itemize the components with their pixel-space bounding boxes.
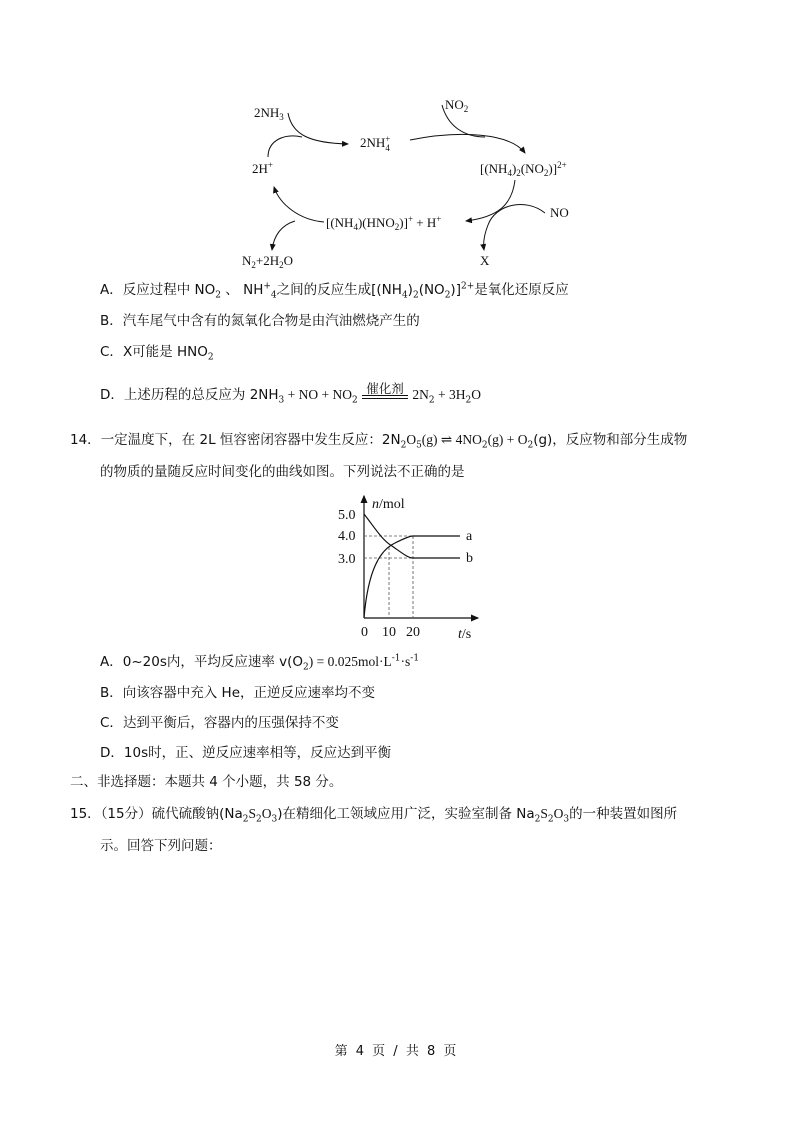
q14-option-a: A．0~20s内，平均反应速率 $v(O_2) = 0.025mol\cdot L^{-1}\cdot s^{-1}$ xyxy=(100,653,420,673)
question-number: 14． xyxy=(70,432,101,448)
curve-a xyxy=(364,536,460,618)
q14-stem-line1: 14．一定温度下，在 2L 恒容密闭容器中发生反应：$2N_2O_5(g)$ ⇌ $4NO_2(g) + O_2(g)$，反应物和部分生成物 xyxy=(70,432,688,451)
y-axis-label: n/mol xyxy=(372,497,405,512)
arrow-to-products xyxy=(272,221,295,250)
arrow-h-join xyxy=(268,136,302,157)
q14-option-d: D．10s时，正、逆反应速率相等，反应达到平衡 xyxy=(100,745,392,761)
q13-option-b: B．汽车尾气中含有的氮氧化合物是由汽油燃烧产生的 xyxy=(100,313,420,329)
node-no: NO xyxy=(550,205,569,220)
series-label-a: a xyxy=(466,529,473,544)
q15-stem-line2: 示。回答下列问题： xyxy=(100,838,222,854)
q14-option-b: B．向该容器中充入 He，正逆反应速率均不变 xyxy=(100,685,376,701)
arrow-nh4-to-complex xyxy=(410,134,525,153)
arrow-complex2-to-h xyxy=(274,187,324,222)
section-heading: 二、非选择题：本题共 4 个小题，共 58 分。 xyxy=(70,774,343,790)
arrow-complex-to-complex2 xyxy=(466,180,515,221)
node-2nh3: $2NH_3$ xyxy=(254,105,284,122)
y-tick-5: 5.0 xyxy=(338,508,356,523)
node-complex-plus: $[(NH_4)(HNO_2)]^+ + H^+$ xyxy=(326,214,442,232)
page-footer: 第 4 页 / 共 8 页 xyxy=(334,1044,459,1059)
node-2nh4: 2NH+ 4 xyxy=(360,134,391,153)
arrow-no-to-x xyxy=(484,204,545,250)
node-x: X xyxy=(480,253,490,268)
reaction-cycle-diagram xyxy=(240,85,590,275)
q14-stem-line2: 的物质的量随反应时间变化的曲线如图。下列说法不正确的是 xyxy=(100,464,465,480)
catalyst-label: 催化剂 xyxy=(366,381,404,396)
arrow-nh3-to-nh4 xyxy=(288,113,348,144)
q13-option-d: D．上述历程的总反应为 $2NH_3$ + NO + $NO_2$ 催化剂 $2N_2 + 3H_2O$ xyxy=(100,381,481,406)
x-axis-label: t/s xyxy=(458,627,472,642)
y-tick-3: 3.0 xyxy=(338,552,356,567)
series-label-b: b xyxy=(466,551,473,566)
q13-option-a: A．反应过程中 $NO_2$ 、 $NH^+_4$之间的反应生成$[(NH_4)_2(NO_2)]^{2+}$是氧化还原反应 xyxy=(100,281,569,301)
n-vs-t-chart xyxy=(320,490,490,645)
question-number: 15． xyxy=(70,806,101,822)
q15-stem-line1: 15．（15分）硫代硫酸钠$(Na_2S_2O_3)$在精细化工领域应用广泛，实验室制备 $Na_2S_2O_3$的一种装置如图所 xyxy=(70,806,678,825)
node-no2: $NO_2$ xyxy=(445,97,469,114)
x-tick-10: 10 xyxy=(382,625,396,640)
x-tick-0: 0 xyxy=(361,625,368,640)
x-tick-20: 20 xyxy=(406,625,420,640)
q14-option-c: C．达到平衡后，容器内的压强保持不变 xyxy=(100,715,339,731)
node-complex-2plus: $[(NH_4)_2(NO_2)]^{2+}$ xyxy=(480,160,567,178)
node-n2-2h2o: $N_2+2H_2O$ xyxy=(242,253,294,270)
y-tick-4: 4.0 xyxy=(338,529,356,544)
node-2h-plus: 2H+ xyxy=(252,160,273,176)
q13-option-c: C．X可能是 $HNO_2$ xyxy=(100,344,214,363)
